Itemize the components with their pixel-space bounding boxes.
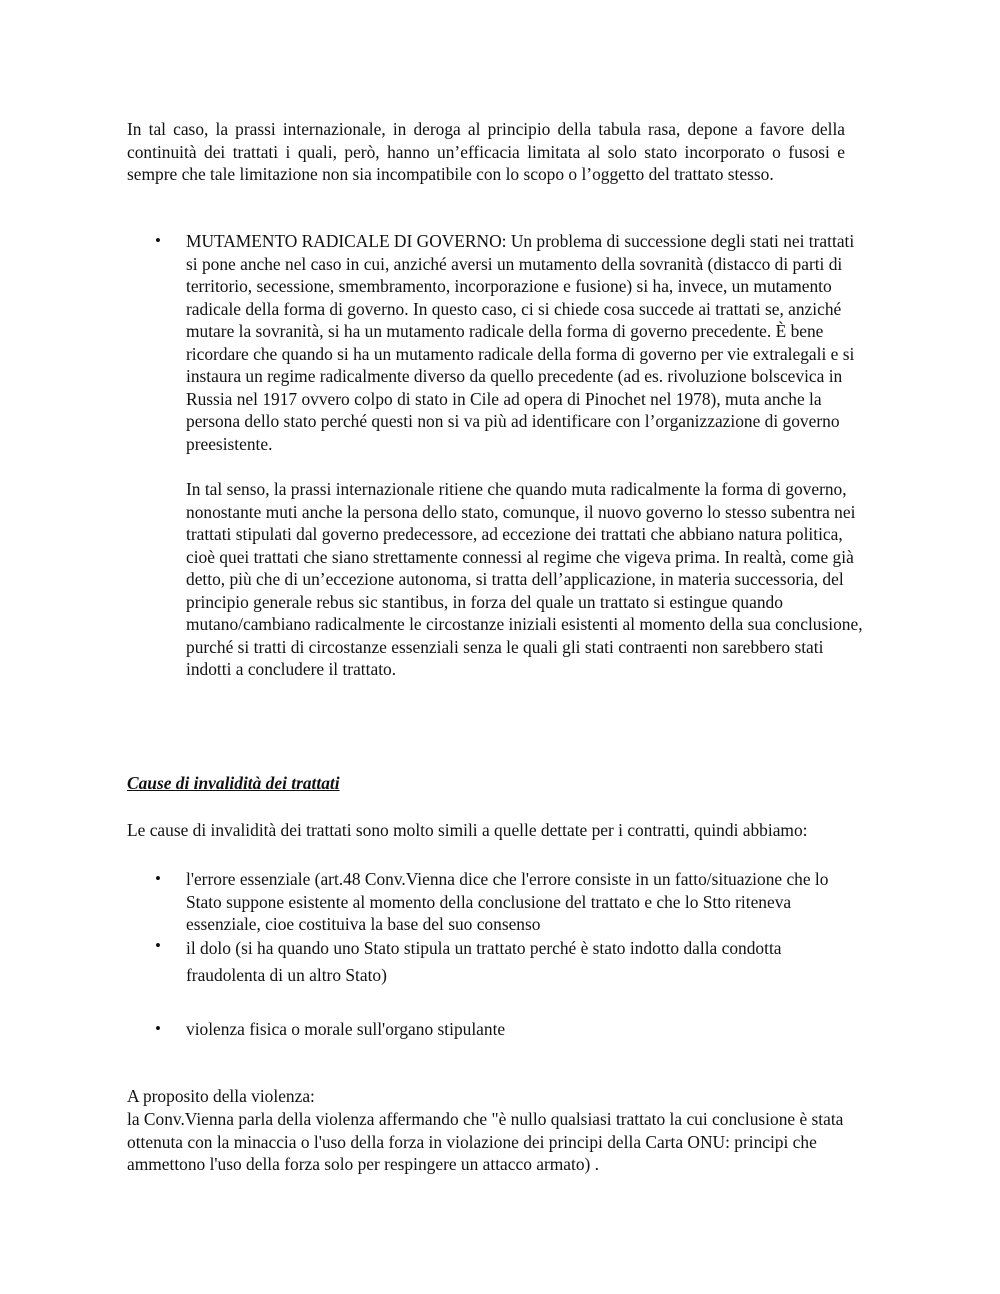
section-heading: Cause di invalidità dei trattati (127, 773, 340, 793)
cause-item-dolo: il dolo (si ha quando uno Stato stipula un trattato perché è stato indotto dalla condotta fraudolenta di un altro Stato) (186, 938, 782, 985)
intro-paragraph: In tal caso, la prassi internazionale, in deroga al principio della tabula rasa, depone a favore della continuità dei trattati i quali, però, hanno un’efficacia limitata al solo stato incorporato o fusosi e sempre che tale limitazione non sia incompatibile con lo scopo o l’oggetto del trattato stesso. (127, 119, 845, 184)
violence-text: la Conv.Vienna parla della violenza affermando che "è nullo qualsiasi trattato la cui conclusione è stata ottenuta con la minaccia o l'uso della forza in violazione dei principi della Carta ONU: principi che ammettono l'uso della forza solo per respingere un attacco armato) . (127, 1109, 844, 1174)
cause-item-errore: l'errore essenziale (art.48 Conv.Vienna dice che l'errore consiste in un fatto/situazione che lo Stato suppone esistente al momento della conclusione del trattato e che lo Stto riteneva essenziale, cioe costituiva la base del suo consenso (186, 869, 829, 934)
bullet-violenza: • (155, 1019, 161, 1038)
governo-paragraph-2: In tal senso, la prassi internazionale ritiene che quando muta radicalmente la forma di governo, nonostante muti anche la persona dello stato, comunque, il nuovo governo lo stesso subentra nei trattati stipulati dal governo predecessore, ad eccezione dei trattati che abbiano natura politica, cioè quei trattati che siano strettamente connessi al regime che vigeva prima. In realtà, come già detto, più che di un’eccezione autonoma, si tratta dell’applicazione, in materia successoria, del principio generale rebus sic stantibus, in forza del quale un trattato si estingue quando mutano/cambiano radicalmente le circostanze iniziali esistenti al momento della sua conclusione, purché si tratti di circostanze essenziali senza le quali gli stati contraenti non sarebbero stati indotti a concludere il trattato. (186, 479, 863, 679)
governo-paragraph-1: MUTAMENTO RADICALE DI GOVERNO: Un problema di successione degli stati nei trattati si pone anche nel caso in cui, anziché aversi un mutamento della sovranità (distacco di parti di territorio, secessione, smembramento, incorporazione e fusione) si ha, invece, un mutamento radicale della forma di governo. In questo caso, ci si chiede cosa succede ai trattati se, anziché mutare la sovranità, si ha un mutamento radicale della forma di governo precedente. È bene ricordare che quando si ha un mutamento radicale della forma di governo per vie extralegali e si instaura un regime radicalmente diverso da quello precedente (ad es. rivoluzione bolscevica in Russia nel 1917 ovvero colpo di stato in Cile ad opera di Pinochet nel 1978), muta anche la persona dello stato perché questi non si va più ad identificare con l’organizzazione di governo preesistente. (186, 231, 855, 454)
bullet-dolo: • (155, 936, 161, 955)
bullet-errore: • (155, 869, 161, 888)
causes-intro: Le cause di invalidità dei trattati sono molto simili a quelle dettate per i contratti, quindi abbiamo: (127, 820, 808, 840)
bullet-governo: • (155, 231, 161, 250)
cause-item-violenza: violenza fisica o morale sull'organo stipulante (186, 1019, 506, 1039)
violence-intro: A proposito della violenza: (127, 1086, 315, 1106)
